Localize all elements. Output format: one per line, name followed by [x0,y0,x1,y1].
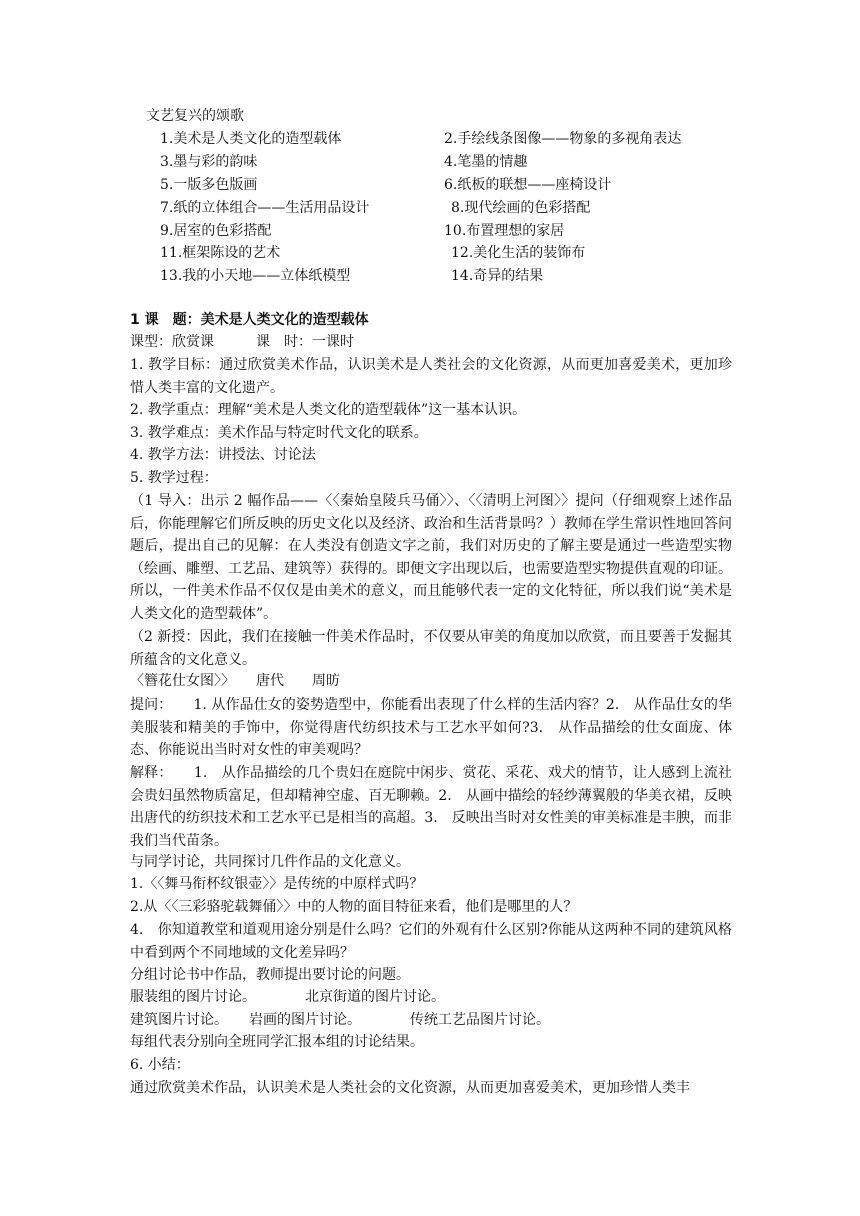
artwork-line: 〈簪花仕女图〉〉 唐代 周昉 [130,673,340,689]
teaching-goal: 1. 教学目标：通过欣赏美术作品，认识美术是人类社会的文化资源，从而更加喜爱美术，更加珍惜人类丰富的文化遗产。 [130,357,732,396]
new-lesson-paragraph: （2 新授：因此，我们在接触一件美术作品时，不仅要从审美的角度加以欣赏，而且要善于发掘其所蕴含的文化意义。 [130,629,732,668]
toc-title: 文艺复兴的颂歌 [146,108,244,124]
toc-item: 13.我的小天地——立体纸模型 [160,268,351,284]
toc-item: 6.纸板的联想——座椅设计 [444,177,612,193]
intro-paragraph: （1 导入：出示 2 幅作品——〈〈秦始皇陵兵马俑〉〉、〈〈清明上河图〉〉提问（仔细观察上述作品后，你能理解它们所反映的历史文化以及经济、政治和生活背景吗？）教师在学生常识性地回答问题后，提出自己的见解：在人类没有创造文字之前，我们对历史的了解主要是通过一些造型实物（绘画、雕塑、工艺品、建筑等）获得的。即便文字出现以后，也需要造型实物提供直观的印证。所以，一件美术作品不仅仅是由美术的意义，而且能够代表一定的文化特征，所以我们说“美术是人类文化的造型载体”。 [130,493,732,622]
toc-item: 5.一版多色版画 [160,177,258,193]
teaching-difficulty: 3. 教学难点：美术作品与特定时代文化的联系。 [130,425,428,441]
discuss-intro: 与同学讨论，共同探讨几件作品的文化意义。 [130,854,410,870]
teaching-process: 5. 教学过程： [130,470,218,486]
summary-label: 6. 小结： [130,1057,190,1073]
toc-item: 3.墨与彩的韵味 [160,154,258,170]
group-discussion: 分组讨论书中作品，教师提出要讨论的问题。 [130,967,410,983]
questions-paragraph: 提问： 1. 从作品仕女的姿势造型中，你能看出表现了什么样的生活内容？2. 从作品仕女的华美服装和精美的手饰中，你觉得唐代纺织技术与工艺水平如何?3. 从作品描绘的仕女面庞、体态、你能说出当时对女性的审美观吗？ [130,697,732,759]
lesson-type: 课型：欣赏课 课 时：一课时 [130,334,354,350]
toc-item: 11.框架陈设的艺术 [160,245,281,261]
toc-item: 7.纸的立体组合——生活用品设计 [160,200,370,216]
toc-item: 8.现代绘画的色彩搭配 [451,200,591,216]
discussion-question: 1.〈〈舞马衔杯纹银壶〉〉是传统的中原样式吗？ [130,876,424,892]
toc-item: 2.手绘线条图像——物象的多视角表达 [444,131,682,147]
toc-item: 9.居室的色彩搭配 [160,223,272,239]
lesson-title: 1 课 题：美术是人类文化的造型载体 [130,312,369,328]
group-report: 每组代表分别向全班同学汇报本组的讨论结果。 [130,1034,424,1050]
teaching-method: 4. 教学方法：讲授法、讨论法 [130,447,316,463]
discussion-question: 4. 你知道教堂和道观用途分别是什么吗？它们的外观有什么区别?你能从这两种不同的建筑风格中看到两个不同地域的文化差异吗？ [130,922,732,961]
group-list: 建筑图片讨论。 岩画的图片讨论。 传统工艺品图片讨论。 [130,1012,550,1028]
toc-item: 4.笔墨的情趣 [444,154,528,170]
toc-item: 10.布置理想的家居 [444,223,565,239]
toc-item: 12.美化生活的装饰布 [451,245,586,261]
toc-item: 14.奇异的结果 [451,268,544,284]
summary-text: 通过欣赏美术作品，认识美术是人类社会的文化资源，从而更加喜爱美术，更加珍惜人类丰 [130,1080,690,1096]
teaching-key: 2. 教学重点：理解“美术是人类文化的造型载体”这一基本认识。 [130,402,527,418]
explanation-paragraph: 解释： 1. 从作品描绘的几个贵妇在庭院中闲步、赏花、采花、戏犬的情节，让人感到上流社会贵妇虽然物质富足，但却精神空虚、百无聊赖。2. 从画中描绘的轻纱薄翼般的华美衣裙，反映出唐代的纺织技术和工艺水平已是相当的高超。3. 反映出当时对女性美的审美标准是丰腴，而非我们当代苗条。 [130,765,732,849]
toc-item: 1.美术是人类文化的造型载体 [160,131,342,147]
group-list: 服装组的图片讨论。 北京街道的图片讨论。 [130,989,445,1005]
discussion-question: 2.从〈〈三彩骆驼载舞俑〉〉中的人物的面目特征来看，他们是哪里的人？ [130,899,578,915]
